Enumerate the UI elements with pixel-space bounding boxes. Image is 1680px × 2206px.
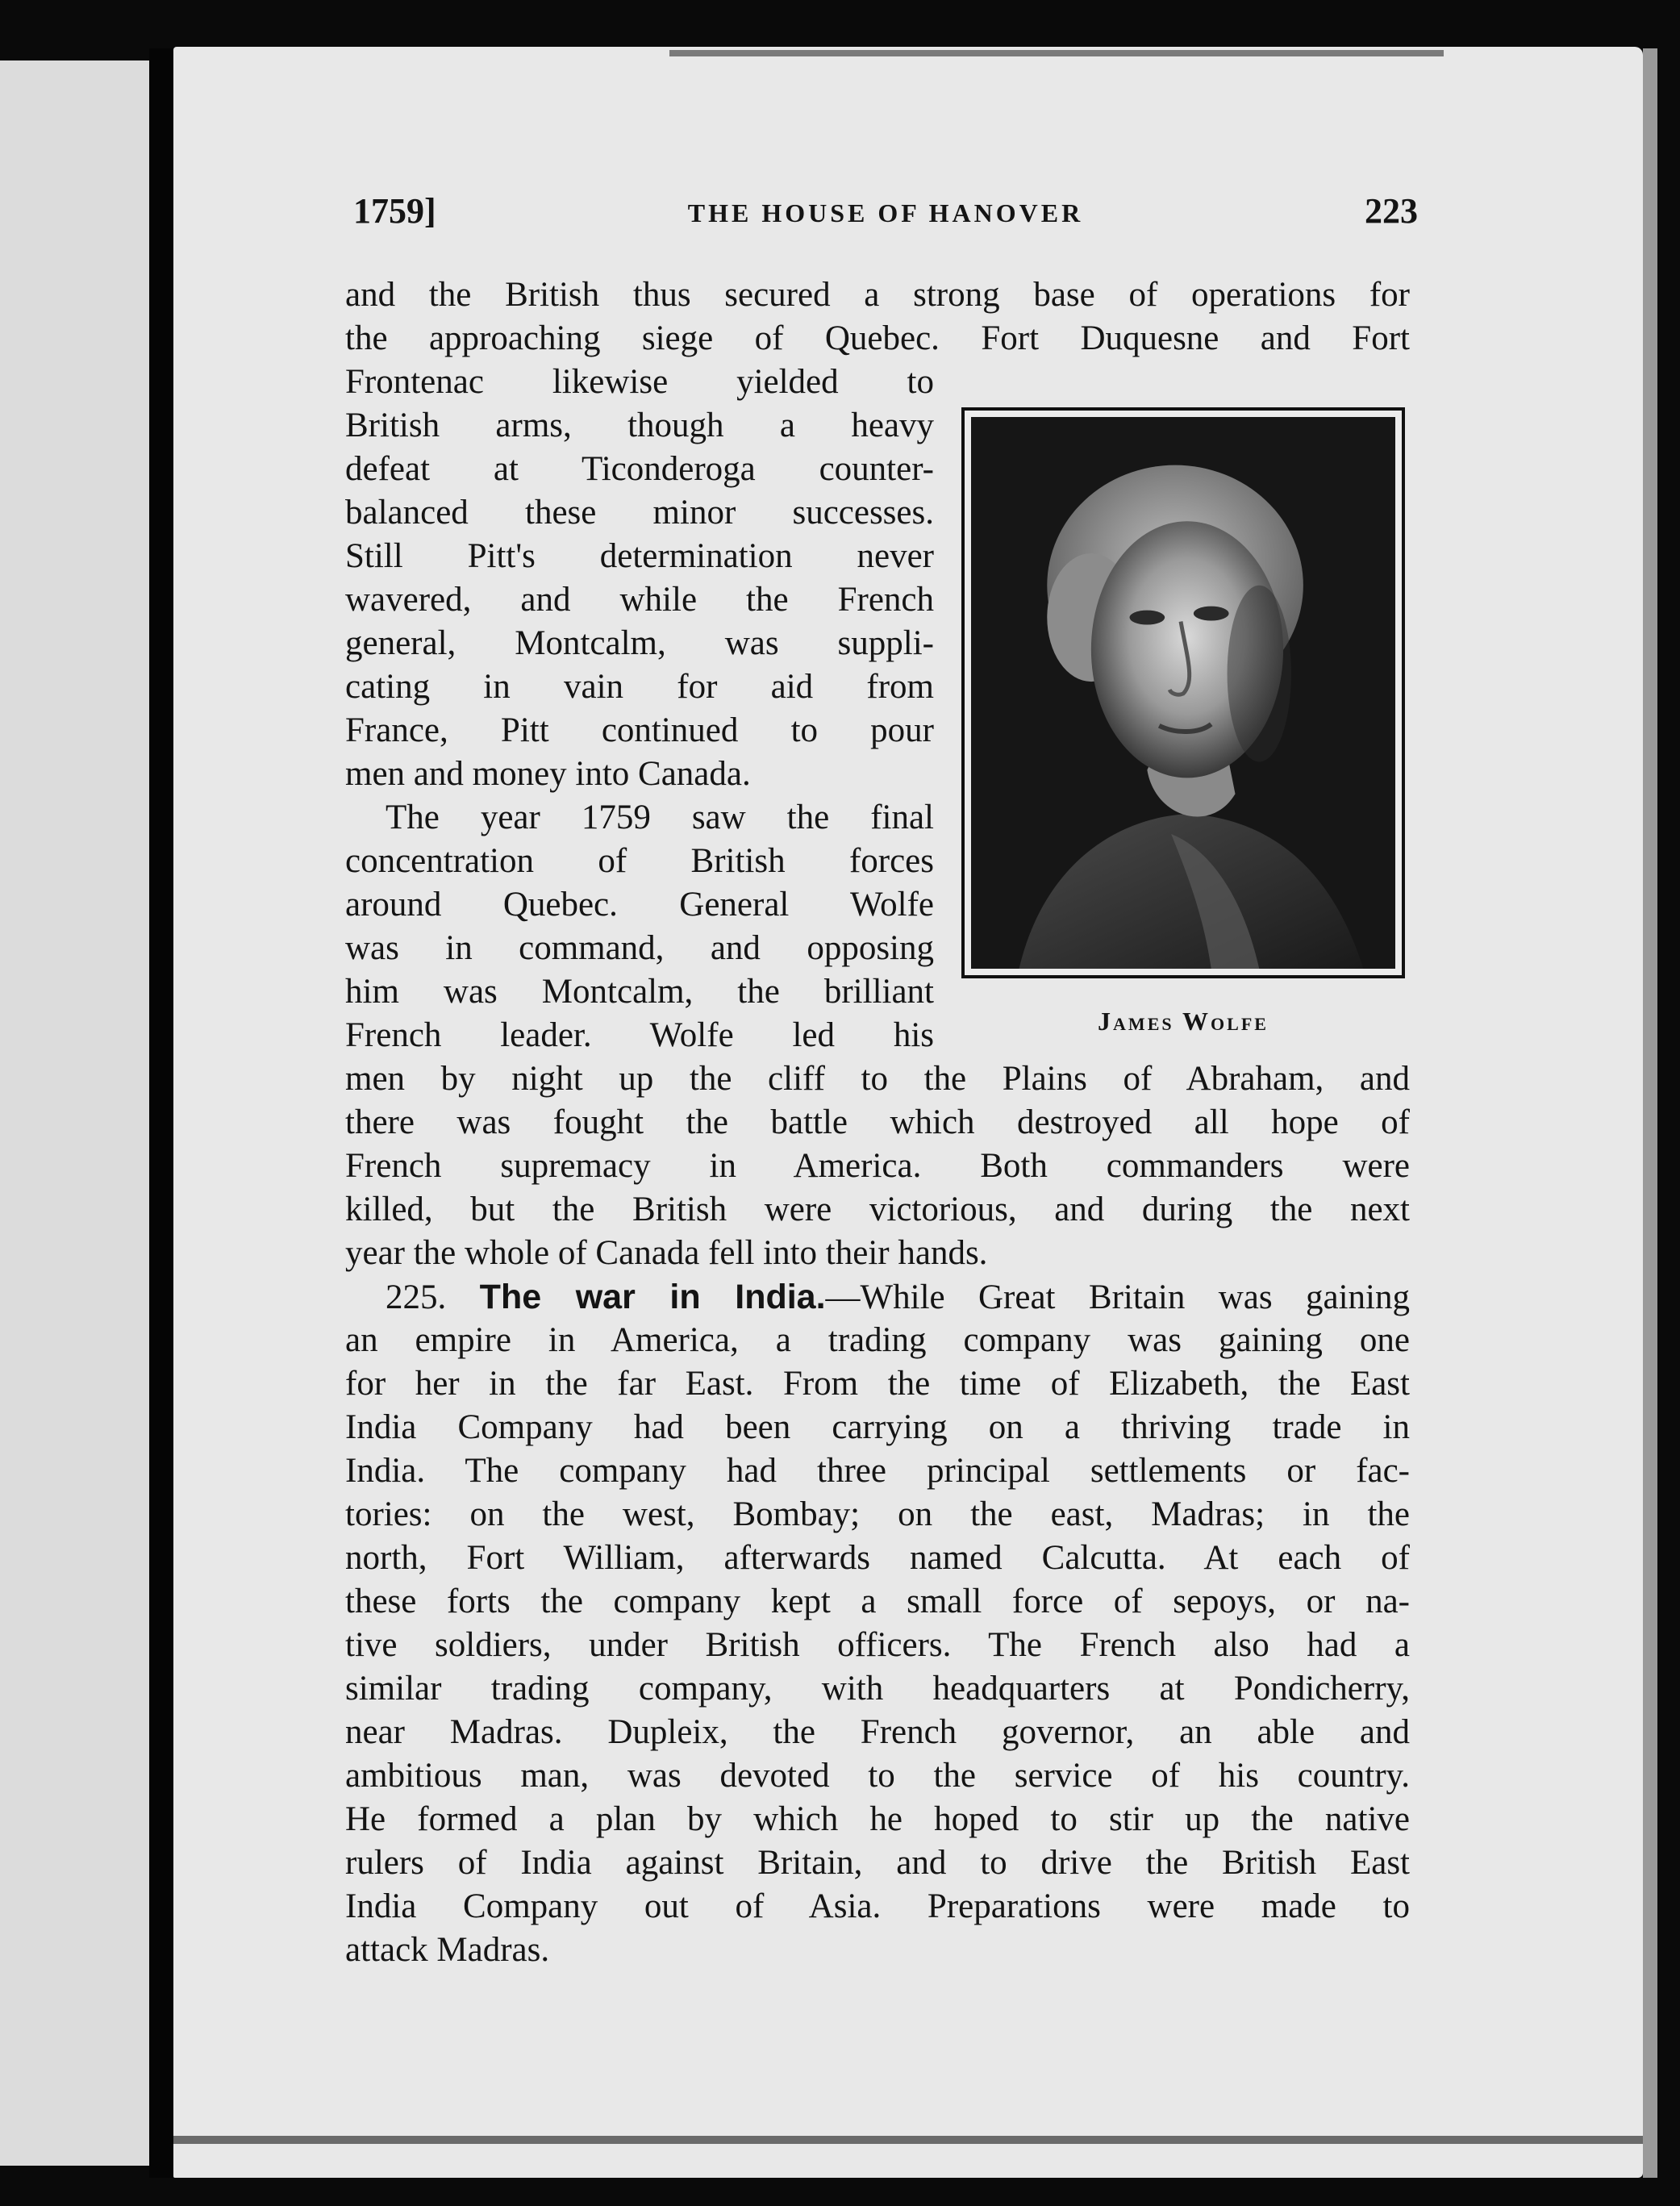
text-line: India. The company had three principal settlements or fac- xyxy=(345,1452,1410,1490)
text-line: men by night up the cliff to the Plains of Abraham, and xyxy=(345,1060,1410,1098)
section-heading: The war in India. xyxy=(479,1278,826,1316)
portrait-figure xyxy=(961,407,1405,978)
book-gutter xyxy=(149,48,173,2178)
text-line: Still Pitt's determination never xyxy=(345,537,934,575)
running-title: THE HOUSE OF HANOVER xyxy=(687,198,1084,227)
text-line: defeat at Ticonderoga counter- xyxy=(345,450,934,488)
text-line: north, Fort William, afterwards named Calcutta. At each of xyxy=(345,1539,1410,1577)
page-number: 223 xyxy=(1365,191,1418,231)
text-line: near Madras. Dupleix, the French governor, an able and xyxy=(345,1713,1410,1751)
text-line: for her in the far East. From the time of Elizabeth, the East xyxy=(345,1365,1410,1403)
text-line: men and money into Canada. xyxy=(345,755,751,793)
text-line: He formed a plan by which he hoped to stir up the native xyxy=(345,1800,1410,1838)
section-first-line xyxy=(386,1276,1410,1319)
text-line: similar trading company, with headquarters at Pondicherry, xyxy=(345,1670,1410,1708)
text-line: these forts the company kept a small force of sepoys, or na- xyxy=(345,1583,1410,1620)
text-line: wavered, and while the French xyxy=(345,581,934,619)
left-page-edge xyxy=(0,60,149,2166)
text-line: an empire in America, a trading company was gaining one xyxy=(345,1321,1410,1359)
portrait-icon xyxy=(971,417,1395,969)
text-line: tive soldiers, under British officers. The French also had a xyxy=(345,1626,1410,1664)
text-line: The year 1759 saw the final xyxy=(386,799,934,836)
bottom-scan-artifact xyxy=(173,2136,1643,2144)
text-line: year the whole of Canada fell into their hands. xyxy=(345,1234,988,1272)
figure-caption: James Wolfe xyxy=(1098,1007,1269,1036)
page-edge-shadow xyxy=(1643,48,1657,2178)
text-line: Frontenac likewise yielded to xyxy=(345,363,934,401)
text-line: concentration of British forces xyxy=(345,842,934,880)
text-line: France, Pitt continued to pour xyxy=(345,711,934,749)
text-line: India Company out of Asia. Preparations were made to xyxy=(345,1887,1410,1925)
text-line: there was fought the battle which destroyed all hope of xyxy=(345,1103,1410,1141)
text-line: rulers of India against Britain, and to drive the British East xyxy=(345,1844,1410,1882)
text-line: French supremacy in America. Both commanders were xyxy=(345,1147,1410,1185)
header-year: 1759] xyxy=(353,191,436,231)
text-line: ambitious man, was devoted to the service of his country. xyxy=(345,1757,1410,1795)
text-line: and the British thus secured a strong base of operations for xyxy=(345,276,1410,314)
text-line: tories: on the west, Bombay; on the east, Madras; in the xyxy=(345,1495,1410,1533)
text-line: the approaching siege of Quebec. Fort Duquesne and Fort xyxy=(345,319,1410,357)
running-header xyxy=(353,190,1418,247)
text-line: British arms, though a heavy xyxy=(345,407,934,444)
text-line: French leader. Wolfe led his xyxy=(345,1016,934,1054)
text-line: India Company had been carrying on a thriving trade in xyxy=(345,1408,1410,1446)
text-line: around Quebec. General Wolfe xyxy=(345,886,934,924)
text-line: was in command, and opposing xyxy=(345,929,934,967)
text-line: attack Madras. xyxy=(345,1931,550,1969)
text-line: general, Montcalm, was suppli- xyxy=(345,624,934,662)
text-line: balanced these minor successes. xyxy=(345,494,934,532)
section-line-rest: —While Great Britain was gaining xyxy=(825,1278,1410,1316)
section-number: 225. xyxy=(386,1278,480,1316)
text-line: killed, but the British were victorious, and during the next xyxy=(345,1191,1410,1228)
text-line: cating in vain for aid from xyxy=(345,668,934,706)
top-scan-artifact xyxy=(669,50,1444,56)
text-line: him was Montcalm, the brilliant xyxy=(345,973,934,1011)
